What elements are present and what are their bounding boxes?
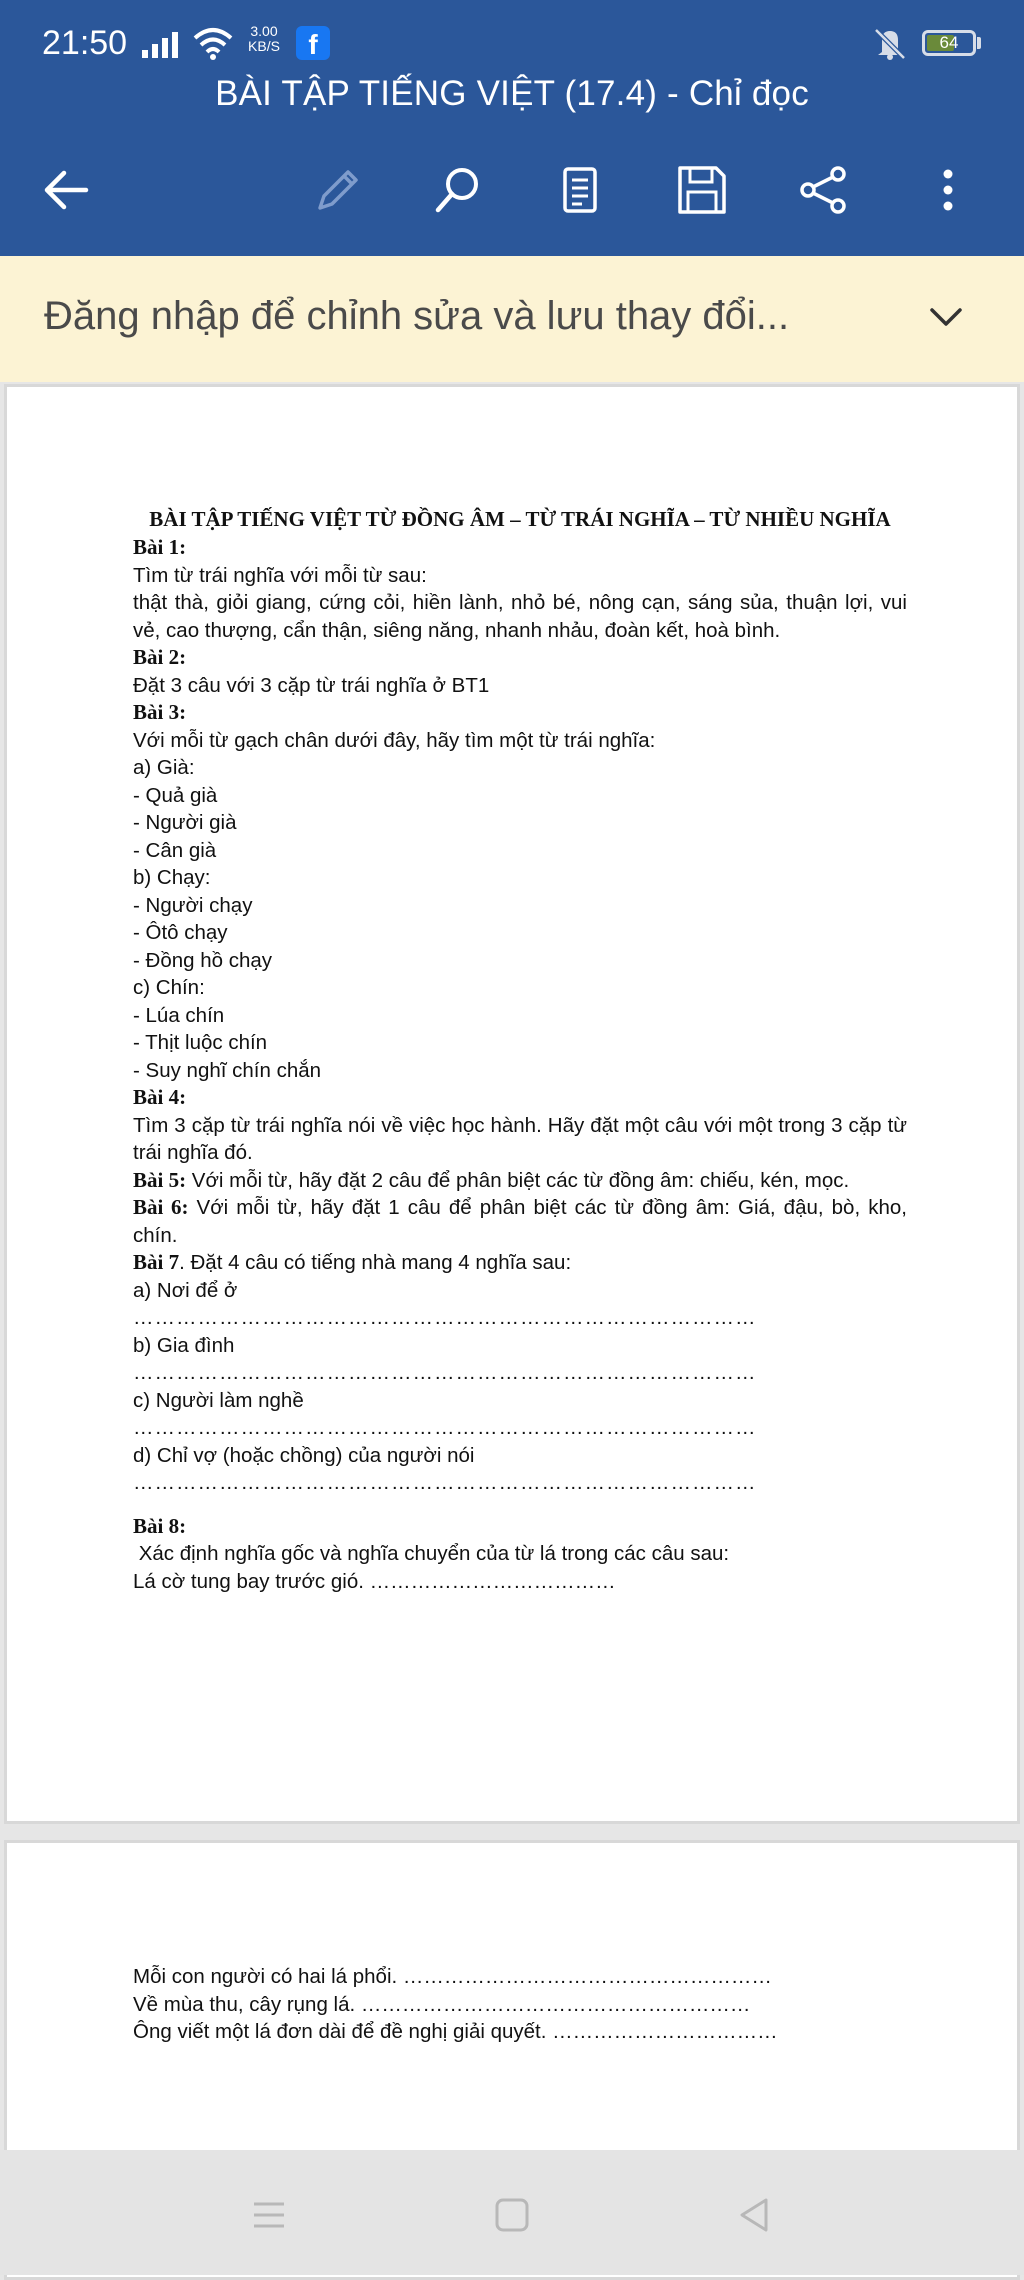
- edit-pencil-icon[interactable]: [306, 160, 366, 220]
- bai8-line: Lá cờ tung bay trước gió. ………………………………: [133, 1569, 616, 1593]
- bai8-label: Bài 8:: [133, 1513, 187, 1538]
- signin-banner-text[interactable]: Đăng nhập để chỉnh sửa và lưu thay đổi...: [44, 294, 790, 338]
- document-page-1: [4, 384, 1020, 1824]
- bai1-prompt: Tìm từ trái nghĩa với mỗi từ sau:: [133, 563, 427, 587]
- signal-icon: [140, 30, 184, 63]
- bai8-line: Mỗi con người có hai lá phổi. ………………………………………………: [133, 1965, 772, 1988]
- battery-level: 64: [939, 33, 959, 52]
- bai5-text: Với mỗi từ, hãy đặt 2 câu để phân biệt các từ đồng âm: chiếu, kén, mọc.: [191, 1168, 850, 1192]
- bai2-label: Bài 2:: [133, 645, 187, 669]
- battery-icon: [922, 30, 976, 56]
- bai8-line: Về mùa thu, cây rụng lá. …………………………………………………: [133, 1992, 751, 2016]
- save-icon[interactable]: [672, 160, 732, 220]
- status-time: 21:50: [42, 24, 128, 62]
- reading-view-icon[interactable]: [550, 160, 610, 220]
- bai5-label: Bài 5:: [133, 1167, 187, 1192]
- bai1-label: Bài 1:: [133, 535, 187, 559]
- system-nav-bar: [0, 2150, 1024, 2275]
- status-bar: [0, 0, 1024, 80]
- menu-icon[interactable]: [244, 2190, 294, 2240]
- bai3-line: - Đồng hồ chạy: [133, 948, 273, 972]
- bai7-text: . Đặt 4 câu có tiếng nhà mang 4 nghĩa sau:: [179, 1251, 572, 1274]
- network-speed: [242, 24, 286, 54]
- network-speed-unit: KB/S: [248, 38, 280, 54]
- answer-line: ……………………………………………………………………………: [133, 1471, 757, 1494]
- bai4-text: Tìm 3 cặp từ trái nghĩa nói về việc học hành. Hãy đặt một câu với một trong 3 cặp từ trái nghĩa đó.: [133, 1113, 913, 1164]
- back-arrow-icon[interactable]: [36, 160, 96, 220]
- battery-nub: [977, 37, 981, 49]
- bai8-prompt: Xác định nghĩa gốc và nghĩa chuyển của từ lá trong các câu sau:: [133, 1542, 730, 1565]
- search-icon[interactable]: [428, 160, 488, 220]
- bai3-prompt: Với mỗi từ gạch chân dưới đây, hãy tìm một từ trái nghĩa:: [133, 728, 656, 752]
- bai7-item: a) Nơi để ở: [133, 1278, 238, 1302]
- bai3-line: - Suy nghĩ chín chắn: [133, 1058, 322, 1082]
- answer-line: ……………………………………………………………………………: [133, 1416, 757, 1439]
- bai3-line: - Quả già: [133, 783, 218, 807]
- document-title: BÀI TẬP TIẾNG VIỆT (17.4) - Chỉ đọc: [215, 74, 809, 113]
- bai3-line: - Thịt luộc chín: [133, 1031, 268, 1054]
- bai2-text: Đặt 3 câu với 3 cặp từ trái nghĩa ở BT1: [133, 673, 490, 697]
- bai3-label: Bài 3:: [133, 700, 187, 724]
- home-square-icon[interactable]: [487, 2190, 537, 2240]
- facebook-icon: f: [296, 26, 330, 60]
- bai7-item: b) Gia đình: [133, 1333, 235, 1357]
- spacer: [133, 1497, 907, 1513]
- bai3-line: - Lúa chín: [133, 1003, 225, 1027]
- bai6-label: Bài 6:: [133, 1195, 189, 1219]
- back-triangle-icon[interactable]: [730, 2190, 780, 2240]
- chevron-down-icon[interactable]: [922, 298, 970, 343]
- signin-banner[interactable]: [0, 256, 1024, 382]
- app-bar: [0, 0, 1024, 256]
- bai1-words: thật thà, giỏi giang, cứng cỏi, hiền lành, nhỏ bé, nông cạn, sáng sủa, thuận lợi, vui vẻ, cao thượng, cẩn thận, siêng năng, nhanh nhảu, đoàn kết, hoà bình.: [133, 591, 913, 642]
- wifi-icon: [192, 26, 234, 65]
- mute-bell-icon: [870, 26, 910, 65]
- bai3-line: b) Chạy:: [133, 866, 211, 889]
- answer-line: ……………………………………………………………………………: [133, 1306, 757, 1329]
- bai8-line: Ông viết một lá đơn dài để đề nghị giải quyết. ……………………………: [133, 2020, 778, 2043]
- bai3-line: - Cân già: [133, 838, 217, 862]
- more-options-icon[interactable]: [918, 160, 978, 220]
- bai7-item: c) Người làm nghề: [133, 1388, 304, 1412]
- bai3-line: - Người già: [133, 811, 237, 834]
- document-content: [133, 507, 913, 1595]
- network-speed-value: 3.00: [250, 23, 278, 39]
- bai7-label: Bài 7: [133, 1250, 180, 1274]
- share-icon[interactable]: [794, 160, 854, 220]
- bai5: [133, 1167, 907, 1195]
- bai3-line: - Người chạy: [133, 893, 253, 917]
- document-heading: BÀI TẬP TIẾNG VIỆT TỪ ĐỒNG ÂM – TỪ TRÁI NGHĨA – TỪ NHIỀU NGHĨA: [149, 507, 891, 531]
- bai6-text: Với mỗi từ, hãy đặt 1 câu để phân biệt các từ đồng âm: Giá, đậu, bò, kho, chín.: [133, 1196, 913, 1247]
- bai6: [133, 1194, 913, 1249]
- bai3-line: a) Già:: [133, 756, 195, 779]
- document-content-page-2: [133, 1963, 907, 2046]
- bai3-line: c) Chín:: [133, 976, 205, 999]
- bai7: [133, 1249, 907, 1277]
- bai3-line: - Ôtô chạy: [133, 921, 228, 944]
- answer-line: ……………………………………………………………………………: [133, 1361, 757, 1384]
- bai4-label: Bài 4:: [133, 1085, 187, 1109]
- bai7-item: d) Chỉ vợ (hoặc chồng) của người nói: [133, 1443, 475, 1467]
